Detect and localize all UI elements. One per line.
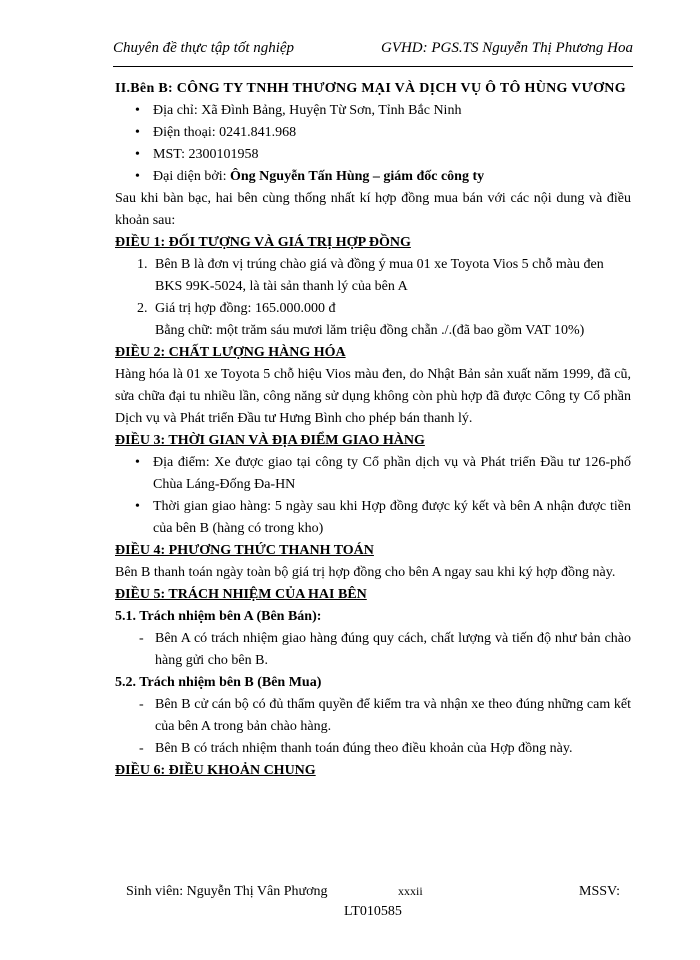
article-3-heading: ĐIỀU 3: THỜI GIAN VÀ ĐỊA ĐIỂM GIAO HÀNG — [115, 433, 425, 448]
item-text: Bên B là đơn vị trúng chào giá và đồng ý mua 01 xe Toyota Vios 5 chỗ màu đen BKS 99K-5024, là tài sản thanh lý của bên A — [155, 257, 604, 294]
article-1-heading: ĐIỀU 1: ĐỐI TƯỢNG VÀ GIÁ TRỊ HỢP ĐỒNG — [115, 235, 411, 250]
item-text: Giá trị hợp đồng: 165.000.000 đ — [155, 301, 336, 316]
footer-mssv-label: MSSV: — [579, 884, 620, 899]
delivery-location: • Địa điểm: Xe được giao tại công ty Cổ phần dịch vụ và Phát triển Đầu tư 126-phố Chùa Láng-Đống Đa-HN — [115, 452, 631, 496]
amount-in-words: Bằng chữ: một trăm sáu mươi lăm triệu đồng chẵn ./.(đã bao gồm VAT 10%) — [155, 323, 585, 338]
article-4-text: Bên B thanh toán ngày toàn bộ giá trị hợp đồng cho bên A ngay sau khi ký hợp đồng này. — [115, 565, 616, 580]
representative-label: Đại diện bởi: — [153, 169, 230, 184]
party-b-address: • Địa chỉ: Xã Đình Bảng, Huyện Từ Sơn, Tỉnh Bắc Ninh — [115, 100, 631, 122]
party-b-phone: • Điện thoại: 0241.841.968 — [115, 122, 631, 144]
delivery-time: • Thời gian giao hàng: 5 ngày sau khi Hợp đồng được ký kết và bên A nhận được tiền của bên B (hàng có trong kho) — [115, 496, 631, 540]
list-item: - Bên B cử cán bộ có đủ thẩm quyền để kiểm tra và nhận xe theo đúng những cam kết của bên A trong bản chào hàng. — [115, 694, 631, 738]
article-4-heading: ĐIỀU 4: PHƯƠNG THỨC THANH TOÁN — [115, 543, 374, 558]
article-5-1-list — [115, 628, 631, 672]
article-2-text: Hàng hóa là 01 xe Toyota 5 chỗ hiệu Vios màu đen, do Nhật Bản sản xuất năm 1999, đã cũ, sửa chữa đại tu nhiều lần, công năng sử dụng không còn phù hợp đã được Công ty Cổ phần Dịch vụ và Phát triển Đầu tư Hưng Bình cho phép bán thanh lý. — [115, 367, 631, 426]
article-6-heading: ĐIỀU 6: ĐIỀU KHOẢN CHUNG — [115, 763, 316, 778]
party-b-representative — [115, 166, 631, 188]
header-supervisor: GVHD: PGS.TS Nguyễn Thị Phương Hoa — [380, 40, 633, 56]
party-b-title: II.Bên B: CÔNG TY TNHH THƯƠNG MẠI VÀ DỊCH VỤ Ô TÔ HÙNG VƯƠNG — [115, 81, 626, 96]
intro-paragraph: Sau khi bàn bạc, hai bên cùng thống nhất kí hợp đồng mua bán với các nội dung và điều khoản sau: — [115, 191, 631, 228]
document-body — [115, 78, 631, 782]
article-5-1-title: 5.1. Trách nhiệm bên A (Bên Bán): — [115, 609, 322, 624]
article-1-list — [115, 254, 631, 320]
party-b-details — [115, 100, 631, 188]
list-item: - Bên B có trách nhiệm thanh toán đúng theo điều khoản của Hợp đồng này. — [115, 738, 631, 760]
article-5-2-title: 5.2. Trách nhiệm bên B (Bên Mua) — [115, 675, 322, 690]
header-title: Chuyên đề thực tập tốt nghiệp — [113, 40, 295, 56]
article-5-2-list — [115, 694, 631, 760]
representative-name: Ông Nguyễn Tấn Hùng – giám đốc công ty — [230, 169, 485, 184]
list-item — [115, 298, 631, 320]
footer-student: Sinh viên: Nguyễn Thị Vân Phương — [126, 884, 328, 899]
page-number: xxxii — [398, 884, 423, 898]
item-number: 2. — [137, 301, 148, 316]
header-divider — [113, 66, 633, 67]
list-item: - Bên A có trách nhiệm giao hàng đúng quy cách, chất lượng và tiến độ như bản chào hàng gửi cho bên B. — [115, 628, 631, 672]
item-number: 1. — [137, 257, 148, 272]
page-footer — [126, 884, 626, 924]
article-2-heading: ĐIỀU 2: CHẤT LƯỢNG HÀNG HÓA — [115, 345, 346, 360]
article-3-list — [115, 452, 631, 540]
party-b-tax-code: • MST: 2300101958 — [115, 144, 631, 166]
footer-student-code: LT010585 — [344, 904, 402, 919]
article-5-heading: ĐIỀU 5: TRÁCH NHIỆM CỦA HAI BÊN — [115, 587, 367, 602]
list-item — [115, 254, 631, 298]
page-header — [113, 40, 633, 62]
